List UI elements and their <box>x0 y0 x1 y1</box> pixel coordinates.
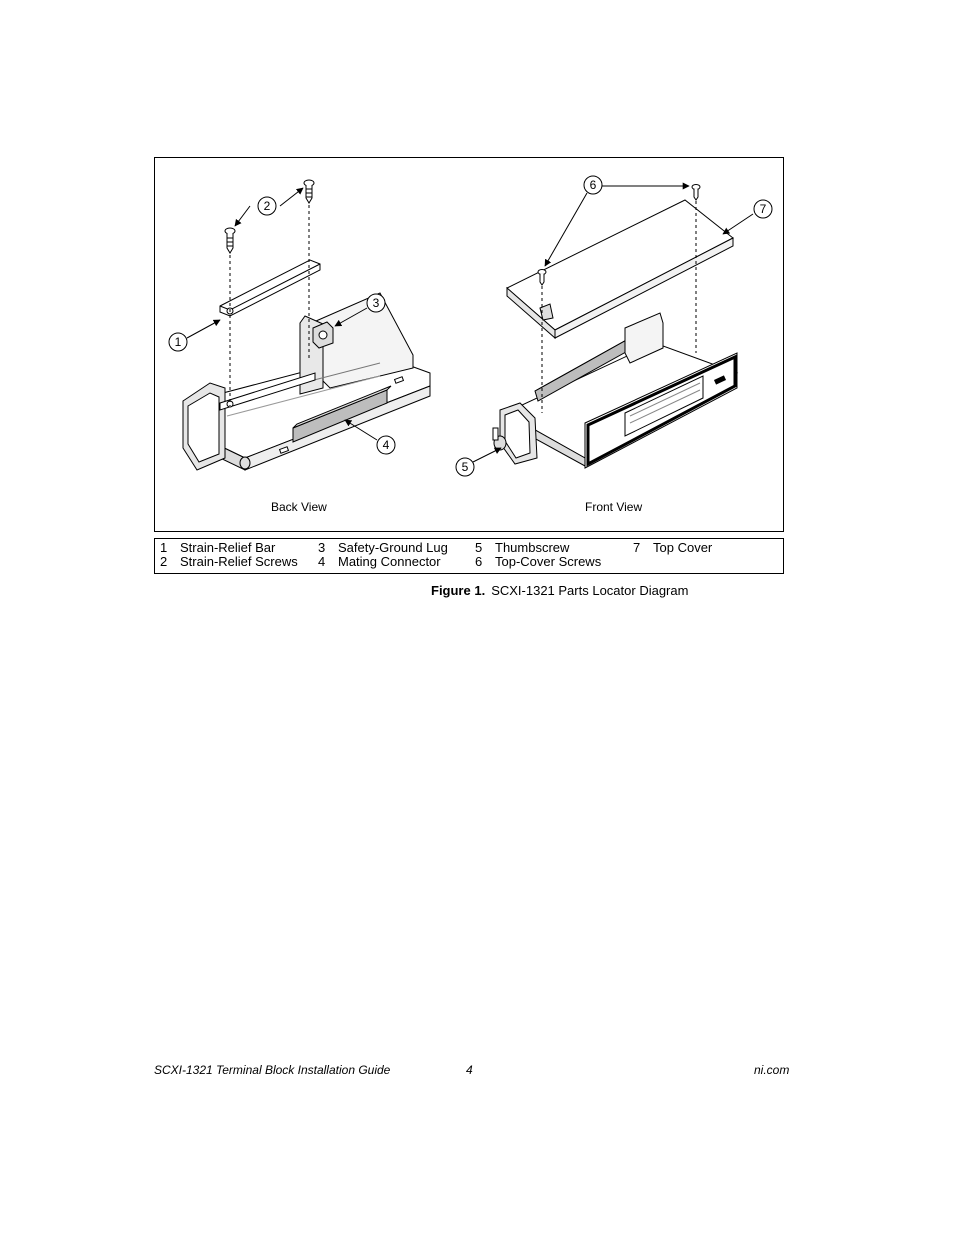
parts-locator-figure <box>154 157 784 532</box>
footer-website: ni.com <box>754 1063 790 1077</box>
figure-number: Figure 1. <box>431 583 486 598</box>
back-view-drawing <box>183 180 430 470</box>
parts-legend <box>154 538 784 574</box>
top-cover-screw-right <box>692 185 700 201</box>
back-view-label: Back View <box>271 500 327 514</box>
legend-item: 5 Thumbscrew <box>475 540 570 555</box>
parts-diagram <box>155 158 785 533</box>
callout-2: 2 <box>263 199 271 213</box>
strain-relief-screw-right <box>304 180 314 203</box>
figure-caption <box>431 583 688 598</box>
callout-7: 7 <box>759 202 767 216</box>
legend-item: 3 Safety-Ground Lug <box>318 540 448 555</box>
callout-4: 4 <box>382 438 390 452</box>
callout-1: 1 <box>174 335 182 349</box>
legend-item: 6 Top-Cover Screws <box>475 554 602 569</box>
front-view-drawing <box>493 185 737 469</box>
footer-document-title: SCXI-1321 Terminal Block Installation Guide <box>154 1063 391 1077</box>
legend-item: 4 Mating Connector <box>318 554 441 569</box>
callout-3: 3 <box>372 296 380 310</box>
front-view-label: Front View <box>585 500 643 514</box>
callout-6: 6 <box>589 178 597 192</box>
strain-relief-screw-left <box>225 228 235 253</box>
callout-5: 5 <box>461 460 469 474</box>
figure-title: SCXI-1321 Parts Locator Diagram <box>491 583 689 598</box>
legend-item: 7 Top Cover <box>633 540 713 555</box>
legend-item: 1 Strain-Relief Bar <box>160 540 276 555</box>
footer-page-number: 4 <box>466 1063 473 1077</box>
legend-item: 2 Strain-Relief Screws <box>160 554 298 569</box>
